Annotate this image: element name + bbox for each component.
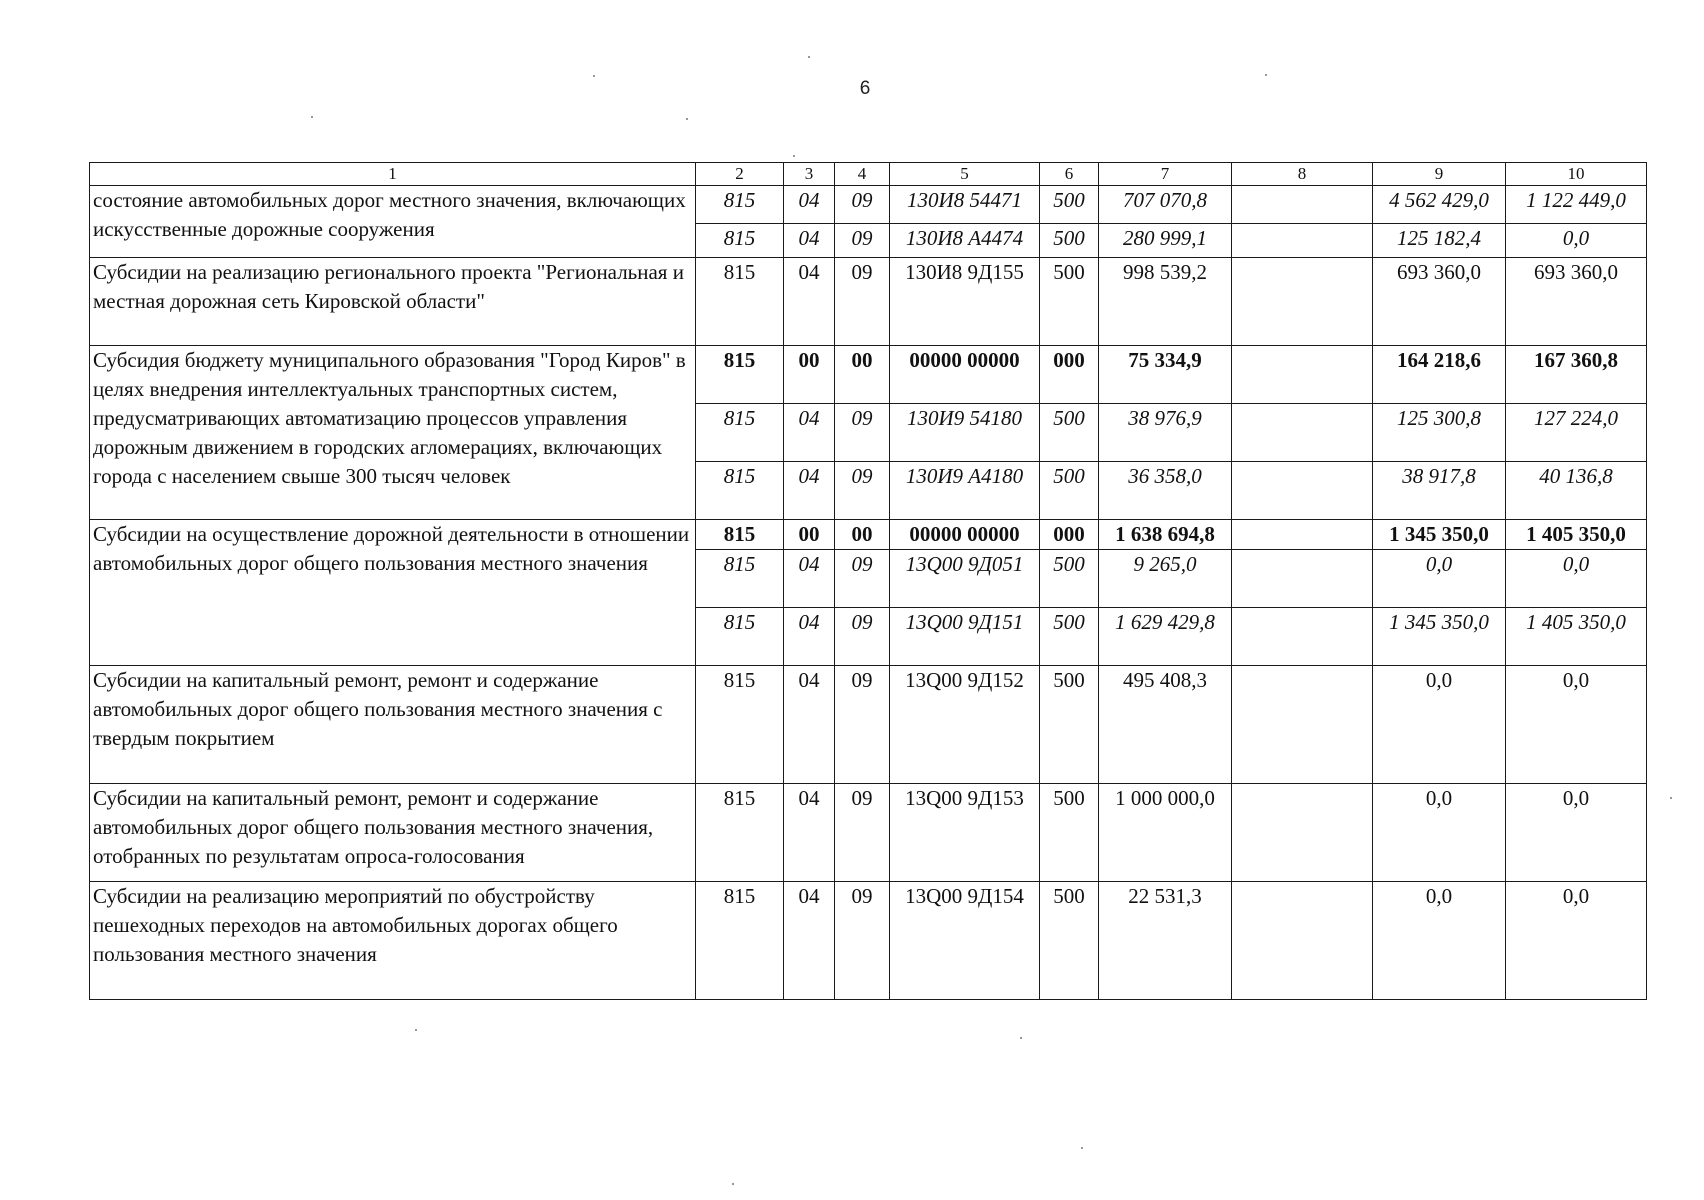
value-cell-c2: 815	[696, 462, 784, 520]
value-cell-c3: 04	[784, 666, 835, 784]
row-name-cell: Субсидии на капитальный ремонт, ремонт и содержание автомобильных дорог общего пользования местного значения с твердым покрытием	[90, 666, 696, 784]
value-cell-c7: 9 265,0	[1099, 550, 1232, 608]
row-name-cell: состояние автомобильных дорог местного значения, включающих искусственные дорожные сооружения	[90, 186, 696, 258]
scan-speck	[415, 1029, 417, 1031]
value-cell-c8	[1232, 258, 1373, 346]
value-cell-c5: 130И8 А4474	[890, 224, 1040, 258]
scan-speck	[1081, 1147, 1083, 1149]
value-cell-c2: 815	[696, 404, 784, 462]
column-number-header	[90, 163, 1647, 186]
value-cell-c5: 00000 00000	[890, 520, 1040, 550]
value-cell-c2: 815	[696, 520, 784, 550]
value-cell-c2: 815	[696, 224, 784, 258]
table-row	[90, 186, 1647, 224]
value-cell-c4: 09	[835, 550, 890, 608]
value-cell-c10: 0,0	[1506, 784, 1647, 882]
value-cell-c10: 40 136,8	[1506, 462, 1647, 520]
value-cell-c4: 09	[835, 186, 890, 224]
value-cell-c9: 0,0	[1373, 550, 1506, 608]
value-cell-c7: 1 000 000,0	[1099, 784, 1232, 882]
column-header: 10	[1506, 163, 1647, 186]
page-number: 6	[859, 78, 871, 99]
column-header: 9	[1373, 163, 1506, 186]
value-cell-c4: 09	[835, 784, 890, 882]
table-row	[90, 520, 1647, 550]
value-cell-c10: 1 122 449,0	[1506, 186, 1647, 224]
value-cell-c2: 815	[696, 186, 784, 224]
value-cell-c5: 13Q00 9Д153	[890, 784, 1040, 882]
scan-speck	[593, 75, 595, 77]
table-row	[90, 258, 1647, 346]
value-cell-c3: 00	[784, 346, 835, 404]
value-cell-c8	[1232, 882, 1373, 1000]
value-cell-c6: 000	[1040, 346, 1099, 404]
value-cell-c10: 1 405 350,0	[1506, 520, 1647, 550]
value-cell-c8	[1232, 346, 1373, 404]
value-cell-c5: 13Q00 9Д051	[890, 550, 1040, 608]
value-cell-c7: 495 408,3	[1099, 666, 1232, 784]
value-cell-c4: 09	[835, 882, 890, 1000]
value-cell-c9: 4 562 429,0	[1373, 186, 1506, 224]
value-cell-c4: 09	[835, 258, 890, 346]
value-cell-c10: 0,0	[1506, 224, 1647, 258]
value-cell-c5: 130И9 А4180	[890, 462, 1040, 520]
column-header: 2	[696, 163, 784, 186]
value-cell-c3: 04	[784, 784, 835, 882]
value-cell-c4: 09	[835, 404, 890, 462]
value-cell-c2: 815	[696, 550, 784, 608]
scan-speck	[808, 56, 810, 58]
value-cell-c5: 13Q00 9Д152	[890, 666, 1040, 784]
value-cell-c5: 13Q00 9Д154	[890, 882, 1040, 1000]
value-cell-c5: 130И8 9Д155	[890, 258, 1040, 346]
value-cell-c4: 09	[835, 666, 890, 784]
value-cell-c6: 500	[1040, 550, 1099, 608]
value-cell-c6: 500	[1040, 404, 1099, 462]
column-header: 4	[835, 163, 890, 186]
value-cell-c9: 38 917,8	[1373, 462, 1506, 520]
value-cell-c2: 815	[696, 258, 784, 346]
column-header: 8	[1232, 163, 1373, 186]
value-cell-c8	[1232, 520, 1373, 550]
value-cell-c10: 127 224,0	[1506, 404, 1647, 462]
value-cell-c10: 167 360,8	[1506, 346, 1647, 404]
row-name-cell: Субсидии на реализацию регионального проекта "Региональная и местная дорожная сеть Кировской области"	[90, 258, 696, 346]
value-cell-c9: 1 345 350,0	[1373, 520, 1506, 550]
value-cell-c2: 815	[696, 784, 784, 882]
value-cell-c7: 1 629 429,8	[1099, 608, 1232, 666]
value-cell-c3: 04	[784, 258, 835, 346]
value-cell-c9: 693 360,0	[1373, 258, 1506, 346]
value-cell-c7: 998 539,2	[1099, 258, 1232, 346]
table-row	[90, 784, 1647, 882]
value-cell-c6: 500	[1040, 224, 1099, 258]
value-cell-c9: 125 300,8	[1373, 404, 1506, 462]
value-cell-c3: 04	[784, 882, 835, 1000]
value-cell-c10: 0,0	[1506, 882, 1647, 1000]
column-header: 5	[890, 163, 1040, 186]
value-cell-c5: 13Q00 9Д151	[890, 608, 1040, 666]
value-cell-c7: 38 976,9	[1099, 404, 1232, 462]
value-cell-c3: 04	[784, 224, 835, 258]
value-cell-c2: 815	[696, 666, 784, 784]
value-cell-c3: 04	[784, 462, 835, 520]
value-cell-c5: 130И9 54180	[890, 404, 1040, 462]
column-header: 3	[784, 163, 835, 186]
value-cell-c5: 00000 00000	[890, 346, 1040, 404]
value-cell-c7: 36 358,0	[1099, 462, 1232, 520]
table-row	[90, 882, 1647, 1000]
value-cell-c6: 500	[1040, 882, 1099, 1000]
value-cell-c6: 500	[1040, 784, 1099, 882]
row-name-cell: Субсидии на реализацию мероприятий по обустройству пешеходных переходов на автомобильных дорогах общего пользования местного значения	[90, 882, 696, 1000]
value-cell-c9: 125 182,4	[1373, 224, 1506, 258]
value-cell-c6: 500	[1040, 258, 1099, 346]
value-cell-c4: 09	[835, 224, 890, 258]
column-header: 7	[1099, 163, 1232, 186]
value-cell-c7: 707 070,8	[1099, 186, 1232, 224]
value-cell-c3: 04	[784, 608, 835, 666]
value-cell-c6: 500	[1040, 462, 1099, 520]
value-cell-c8	[1232, 608, 1373, 666]
value-cell-c6: 000	[1040, 520, 1099, 550]
value-cell-c8	[1232, 462, 1373, 520]
row-name-cell: Субсидии на осуществление дорожной деятельности в отношении автомобильных дорог общего пользования местного значения	[90, 520, 696, 666]
value-cell-c5: 130И8 54471	[890, 186, 1040, 224]
value-cell-c10: 0,0	[1506, 550, 1647, 608]
column-header: 1	[90, 163, 696, 186]
value-cell-c7: 280 999,1	[1099, 224, 1232, 258]
value-cell-c9: 0,0	[1373, 666, 1506, 784]
value-cell-c8	[1232, 404, 1373, 462]
value-cell-c10: 693 360,0	[1506, 258, 1647, 346]
value-cell-c8	[1232, 784, 1373, 882]
value-cell-c2: 815	[696, 882, 784, 1000]
value-cell-c4: 09	[835, 462, 890, 520]
value-cell-c3: 00	[784, 520, 835, 550]
column-header: 6	[1040, 163, 1099, 186]
value-cell-c7: 22 531,3	[1099, 882, 1232, 1000]
scan-speck	[1670, 797, 1672, 799]
value-cell-c7: 75 334,9	[1099, 346, 1232, 404]
scan-speck	[686, 118, 688, 120]
value-cell-c9: 1 345 350,0	[1373, 608, 1506, 666]
scan-speck	[1020, 1037, 1022, 1039]
scan-speck	[732, 1183, 734, 1185]
value-cell-c2: 815	[696, 608, 784, 666]
value-cell-c3: 04	[784, 550, 835, 608]
value-cell-c9: 0,0	[1373, 784, 1506, 882]
value-cell-c6: 500	[1040, 186, 1099, 224]
value-cell-c10: 1 405 350,0	[1506, 608, 1647, 666]
value-cell-c4: 09	[835, 608, 890, 666]
value-cell-c4: 00	[835, 520, 890, 550]
value-cell-c8	[1232, 550, 1373, 608]
value-cell-c8	[1232, 224, 1373, 258]
value-cell-c3: 04	[784, 404, 835, 462]
row-name-cell: Субсидия бюджету муниципального образования "Город Киров" в целях внедрения интеллектуальных транспортных систем, предусматривающих автоматизацию процессов управления дорожным движением в городских агломерациях, включающих города с населением свыше 300 тысяч человек	[90, 346, 696, 520]
scan-speck	[793, 155, 795, 157]
value-cell-c8	[1232, 186, 1373, 224]
table-body	[90, 186, 1647, 1000]
value-cell-c10: 0,0	[1506, 666, 1647, 784]
value-cell-c2: 815	[696, 346, 784, 404]
value-cell-c6: 500	[1040, 608, 1099, 666]
table-row	[90, 666, 1647, 784]
value-cell-c4: 00	[835, 346, 890, 404]
value-cell-c7: 1 638 694,8	[1099, 520, 1232, 550]
scan-speck	[311, 116, 313, 118]
value-cell-c8	[1232, 666, 1373, 784]
value-cell-c9: 0,0	[1373, 882, 1506, 1000]
row-name-cell: Субсидии на капитальный ремонт, ремонт и содержание автомобильных дорог общего пользования местного значения, отобранных по результатам опроса-голосования	[90, 784, 696, 882]
table-row	[90, 346, 1647, 404]
value-cell-c6: 500	[1040, 666, 1099, 784]
budget-table	[89, 162, 1647, 1000]
scan-speck	[1265, 74, 1267, 76]
value-cell-c3: 04	[784, 186, 835, 224]
value-cell-c9: 164 218,6	[1373, 346, 1506, 404]
